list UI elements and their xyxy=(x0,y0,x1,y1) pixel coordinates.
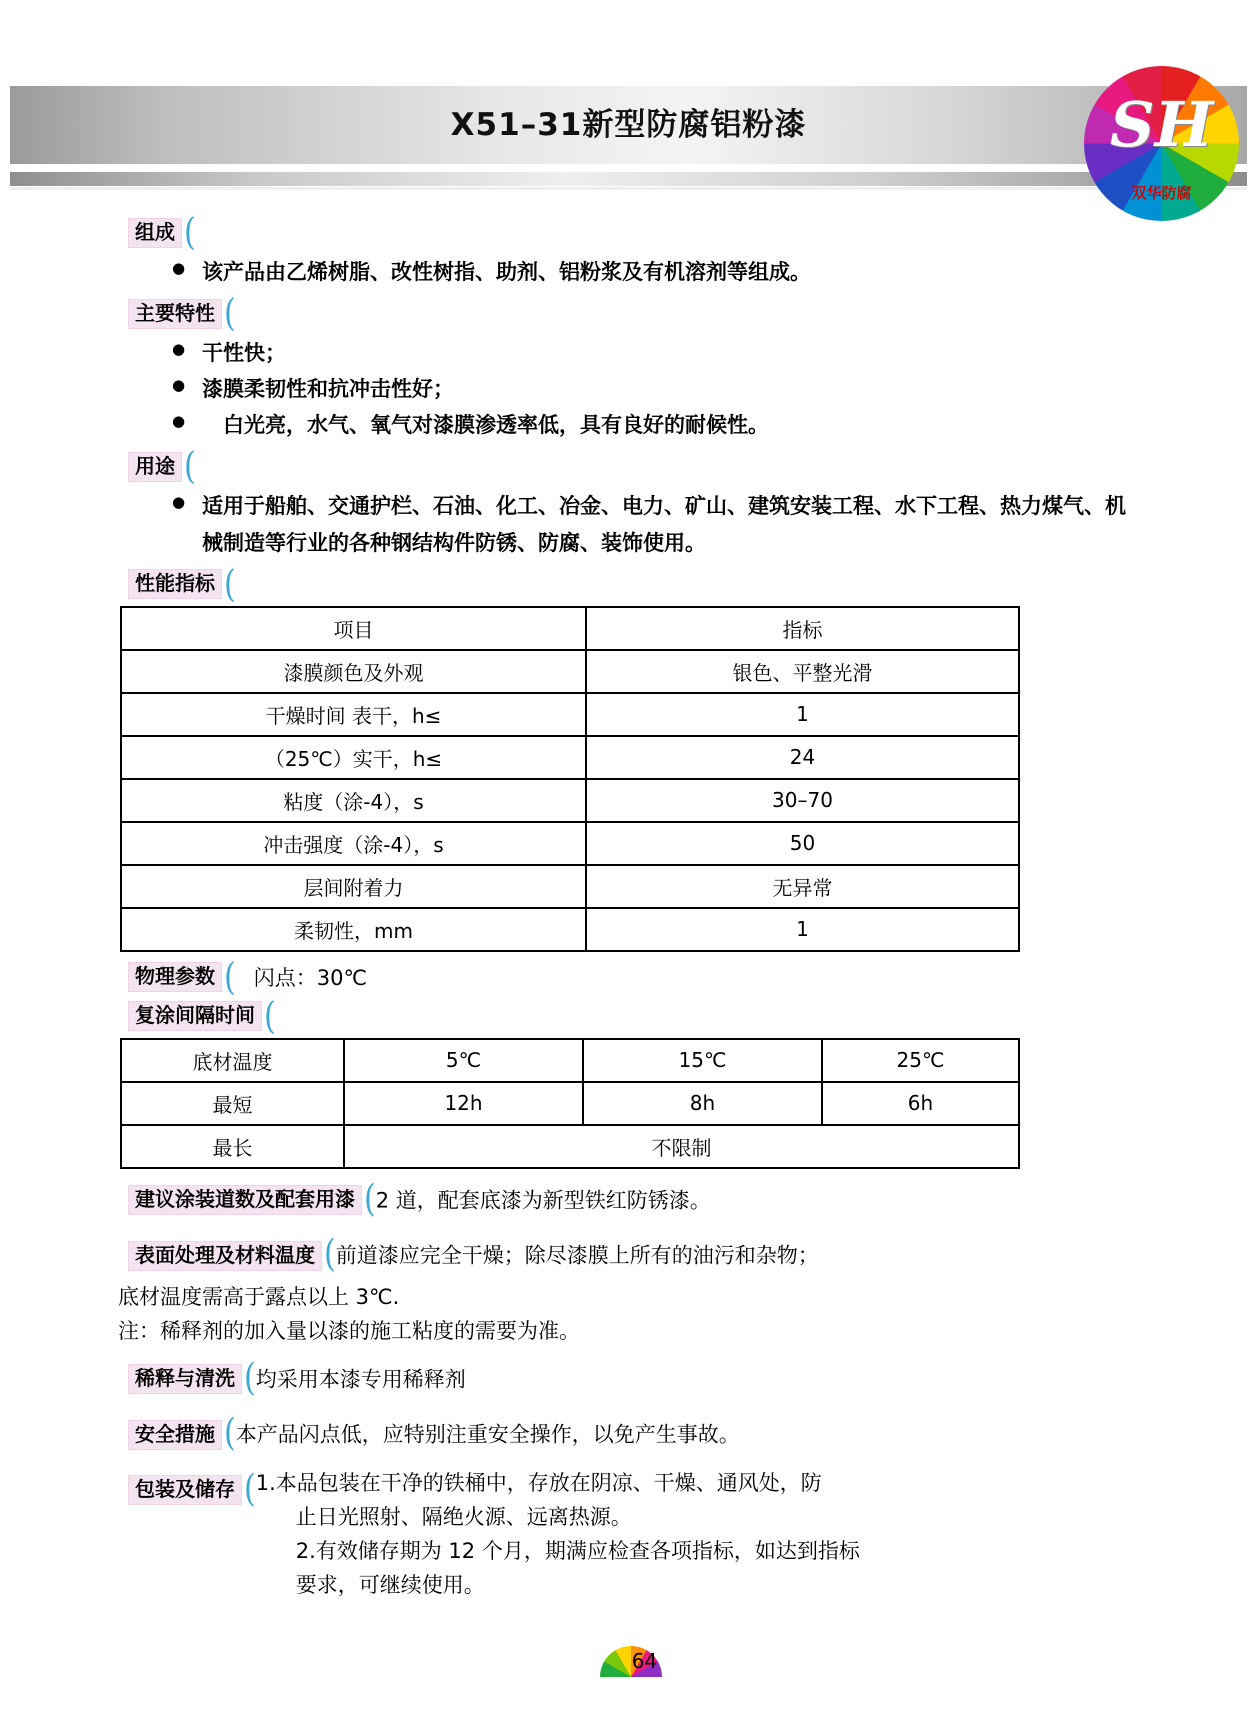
section-label-coats: 建议涂装道数及配套用漆 xyxy=(128,1185,362,1215)
table-cell: 漆膜颜色及外观 xyxy=(121,650,586,693)
section-label-recoat: 复涂间隔时间 xyxy=(128,1001,262,1031)
section-heading-features xyxy=(128,291,1257,336)
table-header-cell: 底材温度 xyxy=(121,1039,344,1082)
table-header-row xyxy=(121,607,1019,650)
section-safety xyxy=(128,1410,1139,1459)
coats-text: 2 道，配套底漆为新型铁红防锈漆。 xyxy=(375,1187,711,1212)
table-row xyxy=(121,908,1019,951)
table-cell: 30–70 xyxy=(586,779,1019,822)
table-cell: （25℃）实干，h≤ xyxy=(121,736,586,779)
table-cell: 不限制 xyxy=(344,1125,1019,1168)
table-cell: 1 xyxy=(586,693,1019,736)
section-thinner xyxy=(128,1355,1139,1404)
table-row xyxy=(121,736,1019,779)
surface-note: 注：稀释剂的加入量以漆的施工粘度的需要为准。 xyxy=(118,1318,580,1343)
table-header-cell: 项目 xyxy=(121,607,586,650)
bracket-decoration-icon: ( xyxy=(224,291,236,336)
table-cell: 最短 xyxy=(121,1082,344,1125)
section-heading-physical xyxy=(128,955,1257,1000)
logo-company-name: 双华防腐 xyxy=(1131,184,1192,202)
table-cell: 12h xyxy=(344,1082,583,1125)
page-footer xyxy=(0,1646,1257,1676)
bracket-decoration-icon: ( xyxy=(184,210,196,255)
packing-line-2: 止日光照射、隔绝火源、远离热源。 xyxy=(295,1505,632,1530)
page-title: X51–31新型防腐铝粉漆 xyxy=(450,107,807,143)
table-cell: 银色、平整光滑 xyxy=(586,650,1019,693)
table-row xyxy=(121,650,1019,693)
header-stripe xyxy=(10,172,1247,186)
usage-list xyxy=(0,488,1257,560)
bracket-decoration-icon: ( xyxy=(244,1356,256,1401)
bracket-decoration-icon: ( xyxy=(264,994,276,1039)
list-item: ● 干性快； xyxy=(172,335,1137,371)
table-header-cell: 5℃ xyxy=(344,1039,583,1082)
bracket-decoration-icon: ( xyxy=(224,955,236,1000)
section-surface xyxy=(128,1231,1139,1280)
table-header-cell: 25℃ xyxy=(822,1039,1019,1082)
table-cell: 最长 xyxy=(121,1125,344,1168)
table-header-cell: 15℃ xyxy=(583,1039,822,1082)
list-item: ● 该产品由乙烯树脂、改性树指、助剂、铝粉浆及有机溶剂等组成。 xyxy=(172,254,1137,290)
safety-text: 本产品闪点低，应特别注重安全操作，以免产生事故。 xyxy=(235,1422,740,1447)
table-cell: 层间附着力 xyxy=(121,865,586,908)
section-coats xyxy=(128,1176,1139,1225)
table-row xyxy=(121,1125,1019,1168)
section-label-physical: 物理参数 xyxy=(128,962,222,992)
table-cell: 1 xyxy=(586,908,1019,951)
bracket-decoration-icon: ( xyxy=(324,1232,336,1277)
table-cell: 粘度（涂-4），s xyxy=(121,779,586,822)
table-header-cell: 指标 xyxy=(586,607,1019,650)
bracket-decoration-icon: ( xyxy=(224,1411,236,1456)
section-label-features: 主要特性 xyxy=(128,299,222,329)
section-label-thinner: 稀释与清洗 xyxy=(128,1364,242,1394)
table-row xyxy=(121,865,1019,908)
table-cell: 干燥时间 表干，h≤ xyxy=(121,693,586,736)
section-heading-recoat xyxy=(128,994,1257,1039)
section-label-usage: 用途 xyxy=(128,452,182,482)
table-row xyxy=(121,1082,1019,1125)
header-bar xyxy=(10,86,1247,164)
list-item: ● 漆膜柔韧性和抗冲击性好； xyxy=(172,371,1137,407)
table-cell: 6h xyxy=(822,1082,1019,1125)
section-packing xyxy=(128,1466,1139,1602)
section-label-composition: 组成 xyxy=(128,218,182,248)
table-cell: 8h xyxy=(583,1082,822,1125)
table-cell: 冲击强度（涂-4），s xyxy=(121,822,586,865)
bracket-decoration-icon: ( xyxy=(224,562,236,607)
section-heading-usage xyxy=(128,445,1257,489)
table-row xyxy=(121,693,1019,736)
page-header xyxy=(0,86,1257,206)
table-row xyxy=(121,779,1019,822)
header-stripe-thin xyxy=(10,187,1247,190)
list-item: ● 适用于船舶、交通护栏、石油、化工、冶金、电力、矿山、建筑安装工程、水下工程、热力煤气、机械制造等行业的各种钢结构件防锈、防腐、装饰使用。 xyxy=(172,488,1137,560)
section-label-surface: 表面处理及材料温度 xyxy=(128,1241,322,1271)
document-content xyxy=(0,210,1257,1602)
company-logo xyxy=(1084,66,1239,221)
list-item: ● 白光亮，水气、氧气对漆膜渗透率低，具有良好的耐候性。 xyxy=(172,407,1137,443)
physical-value: 闪点：30℃ xyxy=(253,966,368,991)
packing-line-3: 2.有效储存期为 12 个月，期满应检查各项指标，如达到指标 xyxy=(295,1539,860,1564)
page-number: 64 xyxy=(631,1649,658,1673)
thinner-text: 均采用本漆专用稀释剂 xyxy=(255,1367,466,1392)
section-heading-performance xyxy=(128,562,1257,607)
packing-line-4: 要求，可继续使用。 xyxy=(295,1573,485,1598)
section-label-safety: 安全措施 xyxy=(128,1420,222,1450)
bracket-decoration-icon: ( xyxy=(184,445,196,489)
table-cell: 柔韧性，mm xyxy=(121,908,586,951)
table-row xyxy=(121,822,1019,865)
logo-initials: SH xyxy=(1109,88,1214,161)
surface-text-line2: 底材温度需高于露点以上 3℃. xyxy=(118,1284,400,1309)
packing-body xyxy=(256,1466,1026,1602)
table-header-row xyxy=(121,1039,1019,1082)
performance-table xyxy=(120,606,1020,952)
table-cell: 无异常 xyxy=(586,865,1019,908)
features-list xyxy=(0,335,1257,443)
surface-text: 前道漆应完全干燥；除尽漆膜上所有的油污和杂物； xyxy=(335,1243,819,1268)
section-label-performance: 性能指标 xyxy=(128,569,222,599)
recoat-interval-table xyxy=(120,1038,1020,1169)
packing-line-1: 1.本品包装在干净的铁桶中，存放在阴凉、干燥、通风处，防 xyxy=(255,1471,822,1496)
table-cell: 24 xyxy=(586,736,1019,779)
composition-list xyxy=(0,254,1257,290)
section-label-packing: 包装及储存 xyxy=(128,1475,242,1505)
bracket-decoration-icon: ( xyxy=(244,1467,256,1512)
section-heading-composition xyxy=(128,210,1257,255)
bracket-decoration-icon: ( xyxy=(364,1177,376,1221)
table-cell: 50 xyxy=(586,822,1019,865)
